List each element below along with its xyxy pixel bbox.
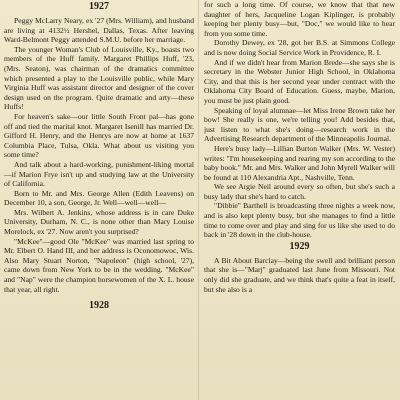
paragraph: We see Argie Neil around every so often, but she's such a busy lady that she's hard to catch. bbox=[204, 182, 395, 201]
left-column bbox=[4, 0, 194, 400]
paragraph: Here's busy lady—Lillian Burton Walker (Mrs. W. Vester) writes: "I'm housekeeping and rearing my son according to the baby book." Mr. and Mrs. Walker and John Myrell Walker will be found at 110 Alexandria Apt., Nashville, Tenn. bbox=[204, 143, 395, 182]
paragraph: "McKee"—good Ole "McKee" was married last spring to Mr. Elbert O. Hand III, and her address is Oconomowoc, Wis. Also Mary Stuart Norton, "Napoleon" (high school, '27), came down from New York to be in the wedding. "McKee" and "Nap" were the champion horsewomen of the X. L. house that year, all right. bbox=[4, 236, 194, 294]
paragraph: The younger Woman's Club of Louisville, Ky., boasts two members of the Huff family. Margaret Phillips Huff, '23, (Mrs. Seaton), was chairman of the dramatics committee which presented a play to the Louisville public, while Mary Virginia Huff was assistant director and designer of the cover design used on the program. Quite dramatic and arty—these Huffs! bbox=[4, 44, 194, 112]
paragraph: Speaking of loyal alumnae—let Miss Irene Brown take her bow! She really is one, we're telling you! Add besides that, just listen to what she's doing—research work in the Advertising Research department of the Minneapolis Journal. bbox=[204, 105, 395, 144]
paragraph-continued: for such a long time. Of course, we know that that new daughter of hers, Jacqueline Logan Kiplinger, is probably keeping her plenty busy—but, "Doc," we would like to hear from you some time. bbox=[204, 0, 395, 38]
paragraph: "Dibbie" Barthell is broadcasting three nights a week now, and is also kept plenty busy, but she manages to find a little time to come over and play and sing for us like she used to do back in '28 down in the club-house. bbox=[204, 201, 395, 240]
paragraph: Born to Mr. and Mrs. George Allen (Edith Leavens) on December 10, a son, George, Jr. Well—well—well— bbox=[4, 188, 194, 208]
paragraph: And talk about a hard-working, punishment-liking mortal—if Marion Frye isn't up and studying law at the University of California. bbox=[4, 159, 194, 189]
paragraph: And if we didn't hear from Marion Brede—she says she is secretary in the Webster Junior High School, in Oklahoma City, and that this is her second year under contract with the Oklahoma City Board of Education. Guess, maybe, Marion, you must be just plain good. bbox=[204, 57, 395, 105]
paragraph: A Bit About Barclay—being the swell and brilliant person that she is—"Marj" graduated last June from Missouri. Not only did she graduate, and we think that's quite a feat in itself, but she also is a bbox=[204, 255, 395, 294]
paragraph: For heaven's sake—our little South Front pal—has gone off and tied the marital knot. Margaret Isenill has married Dr. Gifford H. Henry, and the Henrys are now at home at 1637 Columbia Place, Tulsa, Okla. What about us visiting you some time? bbox=[4, 111, 194, 160]
paragraph: Peggy McLarry Neary, ex '27 (Mrs. William), and husband are living at 4132½ Hershel, Dallas, Texas. After leaving Ward-Belmont Peggy attended S.M.U. before her marriage. bbox=[4, 16, 194, 45]
right-column bbox=[204, 0, 395, 400]
class-year-heading: 1928 bbox=[89, 300, 109, 312]
paragraph: Mrs. Wilbert A. Jenkins, whose address is in care Duke University, Durham, N. C., is none other than Mary Louise Morelock, ex '27. Now aren't you surprised? bbox=[4, 207, 194, 237]
class-year-heading: 1927 bbox=[89, 1, 109, 12]
class-year-heading: 1929 bbox=[289, 240, 310, 252]
paragraph: Dorothy Dewey, ex '28, got her B.S. at Simmons College and is now doing Social Service Work in Providence, R. I. bbox=[204, 38, 395, 57]
column-divider bbox=[198, 0, 199, 400]
